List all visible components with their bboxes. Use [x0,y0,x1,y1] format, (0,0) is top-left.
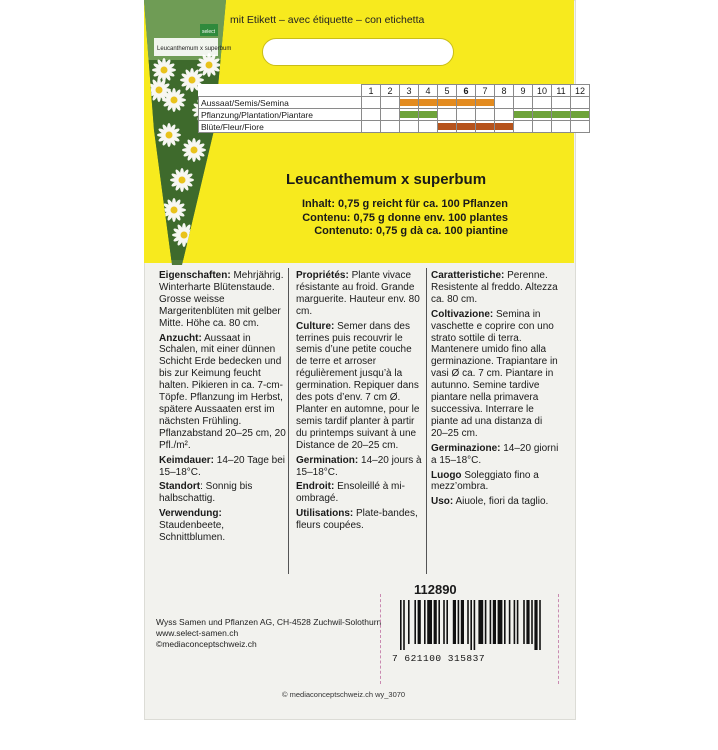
calendar-bar [438,99,456,106]
calendar-cell [457,97,476,109]
info-paragraph [296,321,424,452]
calendar-cell [400,121,419,133]
daisy-center [161,67,168,74]
calendar-bar [476,99,494,106]
info-heading: Verwendung: [159,508,222,520]
barcode-bar [453,600,456,644]
calendar-bar [419,111,437,118]
calendar-cell [476,109,495,121]
column-divider [426,268,427,574]
info-text: Soleggiato fino a mezz’ombra. [431,469,539,493]
footer-credit: © mediaconceptschweiz.ch wy_3070 [282,690,406,699]
barcode-bar [514,600,516,644]
info-paragraph [431,470,559,494]
barcode-bar [470,600,472,650]
info-text: 14–20 jours à 15–18°C. [296,454,422,478]
barcode-bar [539,600,541,650]
calendar-bar [533,111,551,118]
barcode-bar [434,600,437,644]
sowing-calendar [198,84,590,133]
calendar-cell [514,121,533,133]
barcode-bar [414,600,416,644]
info-heading: Luogo [431,469,462,481]
daisy-center [189,77,196,84]
barcode-bar [467,600,469,644]
info-paragraph [159,481,287,505]
calendar-cell [419,109,438,121]
barcode-bar [474,600,476,650]
calendar-cell [552,109,571,121]
info-paragraph [431,443,559,467]
cut-line [380,594,381,684]
info-text: Plante vivace résistante au froid. Grande marguerite. Hauteur env. 80 cm. [296,270,420,317]
calendar-bar [400,111,418,118]
calendar-row [199,109,590,121]
calendar-row-label: Blüte/Fleur/Fiore [199,121,362,133]
calendar-bar [457,99,475,106]
label-note: mit Etikett – avec étiquette – con etichetta [230,14,425,26]
calendar-cell [419,97,438,109]
info-heading: Coltivazione: [431,308,494,320]
contents-de: Inhalt: 0,75 g reicht für ca. 100 Pflanzen [301,198,508,210]
barcode-bar [523,600,525,644]
info-paragraph [296,455,424,479]
info-paragraph [296,508,424,532]
company-website: www.select-samen.ch [156,628,239,638]
info-text: Ensoleillé à mi-ombragé. [296,481,405,505]
barcode-bar [443,600,445,644]
month-header: 1 [362,85,381,97]
calendar-cell [381,121,400,133]
daisy-center [179,177,186,184]
info-paragraph [431,496,559,508]
info-text: : Sonnig bis halbschattig. [159,481,253,505]
daisy-center [171,207,178,214]
calendar-bar [514,111,532,118]
calendar-cell [571,109,590,121]
calendar-cell [400,109,419,121]
german-column [159,270,287,547]
contents-fr: Contenu: 0,75 g donne env. 100 plantes [302,211,508,224]
daisy-center [166,132,173,139]
month-header: 8 [495,85,514,97]
barcode-bar [461,600,464,644]
barcode-bar [526,600,529,644]
calendar-cell [400,97,419,109]
daisy-center [181,232,188,239]
info-heading: Keimdauer: [159,454,215,466]
company-copyright: ©mediaconceptschweiz.ch [156,639,257,649]
calendar-bar [419,99,437,106]
barcode-bar [438,600,440,644]
month-header: 9 [514,85,533,97]
daisy-center [206,62,213,69]
calendar-cell [419,121,438,133]
barcode-bar [446,600,448,644]
calendar-cell [381,109,400,121]
photo-label: Leucanthemum x superbum [157,46,232,52]
calendar-cell [571,121,590,133]
calendar-bar [495,123,513,130]
barcode-bar [531,600,533,644]
cut-line [558,594,559,684]
barcode-bar [458,600,460,644]
calendar-row-label: Pflanzung/Plantation/Piantare [199,109,362,121]
calendar-cell [362,109,381,121]
info-paragraph [159,333,287,452]
calendar-row-label: Aussaat/Semis/Semina [199,97,362,109]
column-divider [288,268,289,574]
calendar-bar [457,123,475,130]
info-text: Aiuole, fiori da taglio. [453,496,549,508]
calendar-bar [571,111,589,118]
calendar-cell [495,121,514,133]
month-header: 2 [381,85,400,97]
info-text: 14–20 giorni a 15–18°C. [431,442,559,466]
info-text: Perenne. Resistente al freddo. Altezza ca. 80 cm. [431,270,558,305]
info-heading: Germination: [296,454,359,466]
info-heading: Uso: [431,496,454,508]
barcode-bar [418,600,421,644]
calendar-cell [552,121,571,133]
barcode-bar [490,600,492,644]
barcode-digits: 7 621100 315837 [392,653,486,664]
barcode [392,598,542,664]
calendar-cell [362,121,381,133]
hang-hole [262,38,454,66]
contents-it: Contenuto: 0,75 g dà ca. 100 piantine [314,225,508,237]
info-text: 14–20 Tage bei 15–18°C. [159,454,286,478]
info-heading: Utilisations: [296,508,354,520]
calendar-row [199,121,590,133]
company-info [156,617,381,650]
info-heading: Culture: [296,320,335,332]
calendar-cell [533,121,552,133]
barcode-bar [408,600,410,644]
calendar-cell [495,109,514,121]
contents-block [295,198,508,239]
month-header: 6 [457,85,476,97]
info-heading: Caratteristiche: [431,270,505,281]
info-heading: Eigenschaften: [159,270,231,281]
daisy-center [156,87,163,94]
italian-column [431,270,559,511]
calendar-cell [381,97,400,109]
calendar-cell [438,109,457,121]
info-text: Aussaat in Schalen, mit einer dünnen Schicht Erde bedecken und bis zur Keimung feucht halten. Pikieren in ca. 7-cm-Töpfe. Pflanzung im Herbst, spätere Aussaaten erst im nächsten Frühling. Pflanzabstand 20–25 cm, 20 Pfl./m². [159,332,286,451]
calendar-bar [552,111,570,118]
month-header: 10 [533,85,552,97]
barcode-bar [478,600,483,644]
calendar-corner [199,85,362,97]
barcode-bar [517,600,519,644]
barcode-bar [509,600,511,644]
month-header: 3 [400,85,419,97]
month-header: 12 [571,85,590,97]
calendar-cell [476,121,495,133]
barcode-bar [427,600,432,644]
calendar-bar [476,123,494,130]
calendar-cell [362,97,381,109]
calendar-bar [400,99,418,106]
calendar-row [199,97,590,109]
month-header: 4 [419,85,438,97]
daisy-center [171,97,178,104]
calendar-cell [476,97,495,109]
daisy-center [191,147,198,154]
french-column [296,270,424,535]
info-paragraph [431,309,559,440]
barcode-bar [424,600,426,644]
info-paragraph [159,508,287,544]
month-header: 5 [438,85,457,97]
info-paragraph [159,270,287,330]
month-header: 11 [552,85,571,97]
calendar-cell [533,97,552,109]
calendar-cell [438,97,457,109]
info-text: Mehrjährig. Winterharte Blütenstaude. Grosse weisse Margeritenblüten mit gelber Mitte. Höhe ca. 80 cm. [159,270,284,329]
calendar-cell [495,97,514,109]
barcode-bar [403,600,405,650]
info-text: Staudenbeete, Schnittblumen. [159,520,226,544]
calendar-cell [514,97,533,109]
info-paragraph [431,270,559,306]
calendar-cell [552,97,571,109]
calendar-cell [438,121,457,133]
info-heading: Germinazione: [431,442,501,454]
info-paragraph [159,455,287,479]
month-header: 7 [476,85,495,97]
brand-logo: select [202,29,216,35]
barcode-bar [493,600,496,644]
calendar-cell [571,97,590,109]
info-paragraph [296,270,424,318]
company-address: Wyss Samen und Pflanzen AG, CH-4528 Zuchwil-Solothurn [156,617,382,627]
info-heading: Propriétés: [296,270,349,281]
barcode-bar [498,600,503,644]
calendar-bar [438,123,456,130]
info-text: Semina in vaschette e coprire con uno strato sottile di terra. Mantenere umido fino alla germinazione. Trapiantare in vasi Ø ca. 7 cm. Piantare in autunno. Semine tardive piantare nella primavera successiva. Interrare le piante ad una distanza di 20–25 cm. [431,308,558,439]
calendar-cell [533,109,552,121]
barcode-bar [534,600,537,650]
article-number: 112890 [414,582,457,597]
species-title: Leucanthemum x superbum [286,171,487,188]
barcode-bar [400,600,402,650]
calendar-cell [514,109,533,121]
calendar-cell [457,121,476,133]
barcode-bar [485,600,487,644]
info-heading: Standort [159,481,201,493]
info-text: Plate-bandes, fleurs coupées. [296,508,418,532]
info-text: Semer dans des terrines puis recouvrir le semis d’une petite couche de terre et arroser régulièrement jusqu’à la germination. Repiquer dans des pots d’env. 7 cm Ø. Planter en automne, pour le semis tardif planter à partir du printemps suivant à une Distance de 20–25 cm. [296,320,420,451]
info-paragraph [296,481,424,505]
info-heading: Anzucht: [159,332,202,344]
barcode-bar [504,600,506,644]
info-heading: Endroit: [296,481,335,493]
calendar-cell [457,109,476,121]
